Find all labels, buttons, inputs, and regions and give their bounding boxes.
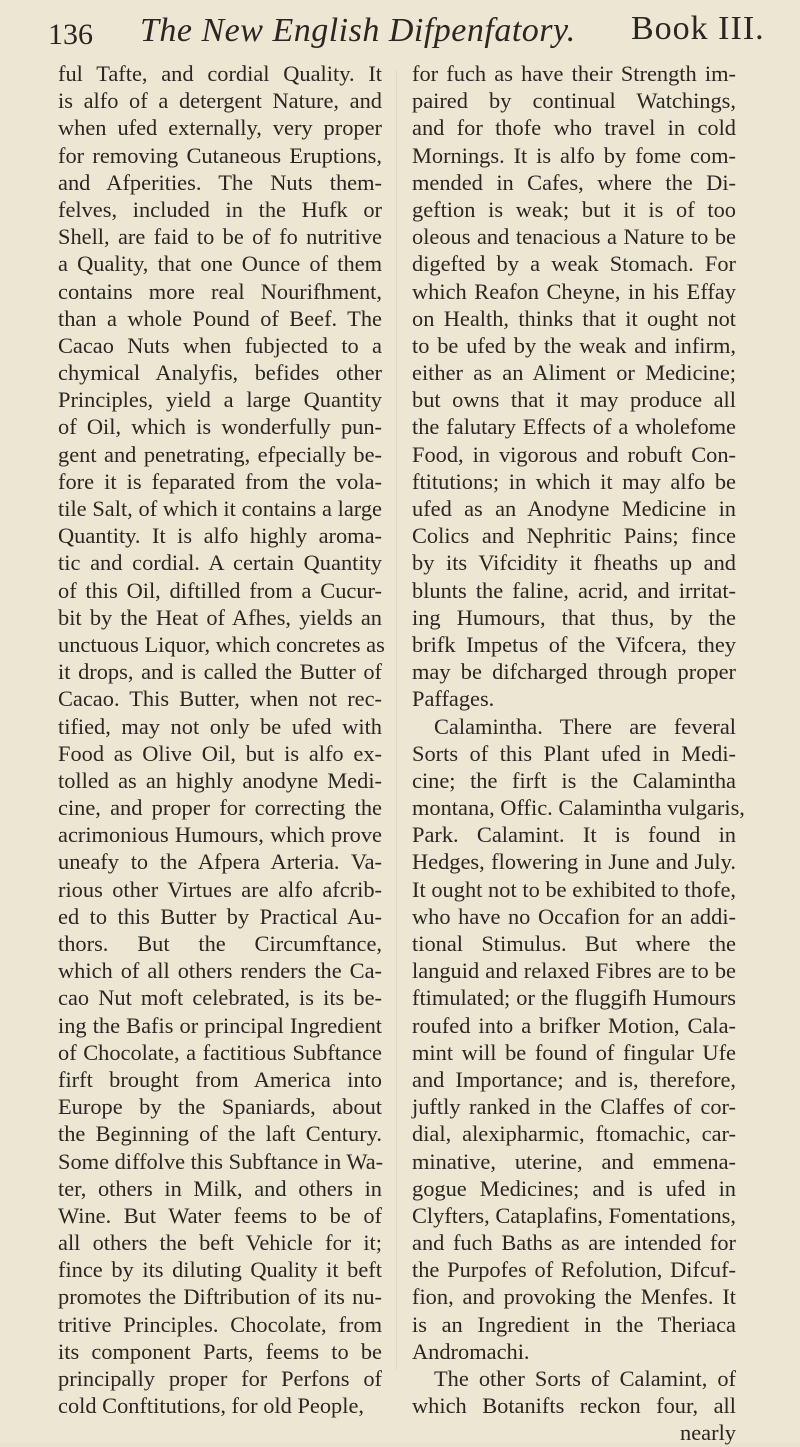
text-line: it drops, and is called the Butter of: [58, 659, 382, 685]
text-line: felves, included in the Hufk or: [58, 196, 382, 222]
text-line: oleous and tenacious a Nature to be: [412, 224, 736, 250]
text-line: than a whole Pound of Beef. The: [58, 305, 382, 331]
text-line: roufed into a brifker Motion, Cala-: [412, 1012, 736, 1038]
text-line: ed to this Butter by Practical Au-: [58, 903, 382, 929]
text-line: Paffages.: [412, 686, 495, 712]
text-line: geftion is weak; but it is of too: [412, 196, 736, 222]
text-line: dial, alexipharmic, ftomachic, car-: [412, 1121, 736, 1147]
text-line: ing the Bafis or principal Ingredient: [58, 1012, 382, 1038]
running-title: The New English Difpenfatory.: [140, 12, 576, 49]
text-line: ftimulated; or the fluggifh Humours: [412, 985, 736, 1011]
text-line: juftly ranked in the Claffes of cor-: [412, 1094, 736, 1120]
text-line: It ought not to be exhibited to thofe,: [412, 876, 736, 902]
text-line: may be difcharged through proper: [412, 659, 736, 685]
text-line: cine; the firft is the Calamintha: [412, 767, 736, 793]
text-line: Sorts of this Plant ufed in Medi-: [412, 740, 736, 766]
text-line: and for thofe who travel in cold: [412, 115, 736, 141]
text-line: Calamintha. There are feveral: [434, 713, 736, 739]
text-line: either as an Aliment or Medicine;: [412, 360, 736, 386]
text-line: mended in Cafes, where the Di-: [412, 169, 736, 195]
left-text-column: [58, 60, 385, 1419]
text-line: tic and cordial. A certain Quantity: [58, 550, 382, 576]
page-number: 136: [48, 18, 93, 51]
text-line: Shell, are faid to be of fo nutritive: [58, 224, 382, 250]
text-line: principally proper for Perfons of: [58, 1366, 382, 1391]
text-line: unctuous Liquor, which concretes as: [58, 631, 385, 657]
text-line: Clyfters, Cataplafins, Fomentations,: [412, 1202, 736, 1228]
right-text-column: [412, 60, 745, 1447]
text-line: tritive Principles. Chocolate, from: [58, 1311, 382, 1337]
text-line: cold Conftitutions, for old People,: [58, 1393, 364, 1419]
text-line: nearly: [680, 1420, 736, 1446]
text-line: acrimonious Humours, which prove: [58, 822, 382, 848]
text-line: ter, others in Milk, and others in: [58, 1175, 382, 1201]
text-line: a Quality, that one Ounce of them: [58, 251, 382, 277]
text-line: contains more real Nourifhment,: [58, 278, 382, 304]
text-line: but owns that it may produce all: [412, 387, 736, 413]
text-line: of Oil, which is wonderfully pun-: [58, 414, 382, 440]
text-line: rious other Virtues are alfo afcrib-: [58, 876, 382, 902]
text-line: Quantity. It is alfo highly aroma-: [58, 523, 382, 549]
text-line: blunts the faline, acrid, and irritat-: [412, 577, 736, 603]
text-line: thors. But the Circumftance,: [58, 931, 382, 956]
text-line: for fuch as have their Strength im-: [412, 61, 736, 86]
text-line: tolled as an highly anodyne Medi-: [58, 767, 382, 793]
text-line: Park. Calamint. It is found in: [412, 822, 736, 848]
text-line: when ufed externally, very proper: [58, 115, 382, 141]
text-line: Andromachi.: [412, 1338, 530, 1364]
text-line: the falutary Effects of a wholefome: [412, 414, 736, 440]
text-line: by its Vifcidity it fheaths up and: [412, 550, 736, 576]
text-line: paired by continual Watchings,: [412, 88, 736, 114]
text-line: to be ufed by the weak and infirm,: [412, 332, 736, 358]
text-line: of this Oil, diftilled from a Cucur-: [58, 577, 382, 603]
text-line: for removing Cutaneous Eruptions,: [58, 142, 382, 168]
text-line: languid and relaxed Fibres are to be: [412, 958, 736, 984]
text-line: Cacao. This Butter, when not rec-: [58, 686, 382, 712]
text-line: minative, uterine, and emmena-: [412, 1148, 736, 1174]
page-header: [48, 6, 788, 58]
text-line: cine, and proper for correcting the: [58, 795, 382, 821]
text-line: which of all others renders the Ca-: [58, 958, 382, 984]
text-line: the Beginning of the laft Century.: [58, 1121, 382, 1147]
text-line: fion, and provoking the Menfes. It: [412, 1284, 736, 1310]
text-line: and Importance; and is, therefore,: [412, 1066, 736, 1092]
text-line: is alfo of a detergent Nature, and: [58, 88, 382, 114]
text-line: fince by its diluting Quality it beft: [58, 1257, 382, 1283]
text-line: and Afperities. The Nuts them-: [58, 169, 382, 195]
text-line: Some diffolve this Subftance in Wa-: [58, 1148, 384, 1174]
text-line: firft brought from America into: [58, 1066, 382, 1092]
text-line: is an Ingredient in the Theriaca: [412, 1311, 736, 1337]
text-line: gent and penetrating, efpecially be-: [58, 441, 382, 467]
text-line: Colics and Nephritic Pains; fince: [412, 523, 736, 549]
text-line: fore it is feparated from the vola-: [58, 468, 382, 494]
text-line: The other Sorts of Calamint, of: [434, 1366, 736, 1391]
text-line: Europe by the Spaniards, about: [58, 1094, 382, 1120]
text-line: of Chocolate, a factitious Subftance: [58, 1039, 382, 1065]
text-line: Wine. But Water feems to be of: [58, 1202, 382, 1228]
text-line: Principles, yield a large Quantity: [58, 387, 382, 413]
text-line: ufed as an Anodyne Medicine in: [412, 496, 736, 521]
text-line: tional Stimulus. But where the: [412, 931, 736, 956]
column-gutter: [396, 70, 397, 1370]
text-line: the Purpofes of Refolution, Difcuf-: [412, 1257, 736, 1283]
text-line: tile Salt, of which it contains a large: [58, 496, 382, 521]
text-line: and fuch Baths as are intended for: [412, 1230, 736, 1256]
text-line: who have no Occafion for an addi-: [412, 903, 736, 929]
text-line: gogue Medicines; and is ufed in: [412, 1175, 736, 1201]
text-line: digefted by a weak Stomach. For: [412, 251, 736, 277]
text-line: cao Nut moft celebrated, is its be-: [58, 985, 382, 1011]
text-line: brifk Impetus of the Vifcera, they: [412, 631, 736, 657]
text-line: which Reafon Cheyne, in his Effay: [412, 278, 736, 304]
text-line: all others the beft Vehicle for it;: [58, 1230, 382, 1256]
text-line: chymical Analyfis, befides other: [58, 360, 382, 386]
text-line: ftitutions; in which it may alfo be: [412, 468, 736, 494]
text-line: Hedges, flowering in June and July.: [412, 849, 736, 875]
text-line: Mornings. It is alfo by fome com-: [412, 142, 736, 168]
text-line: Food, in vigorous and robuft Con-: [412, 441, 736, 467]
text-line: uneafy to the Afpera Arteria. Va-: [58, 849, 382, 875]
text-line: ful Tafte, and cordial Quality. It: [58, 61, 382, 86]
text-line: mint will be found of fingular Ufe: [412, 1039, 736, 1065]
text-line: its component Parts, feems to be: [58, 1338, 382, 1364]
book-label: Book III.: [631, 10, 765, 47]
text-line: tified, may not only be ufed with: [58, 713, 382, 739]
text-line: montana, Offic. Calamintha vulgaris,: [412, 795, 745, 821]
text-line: which Botanifts reckon four, all: [412, 1393, 736, 1419]
text-line: promotes the Diftribution of its nu-: [58, 1284, 382, 1310]
text-line: bit by the Heat of Afhes, yields an: [58, 604, 382, 630]
text-line: on Health, thinks that it ought not: [412, 305, 736, 331]
text-line: Food as Olive Oil, but is alfo ex-: [58, 740, 382, 766]
text-line: ing Humours, that thus, by the: [412, 604, 736, 630]
text-line: Cacao Nuts when fubjected to a: [58, 332, 382, 358]
